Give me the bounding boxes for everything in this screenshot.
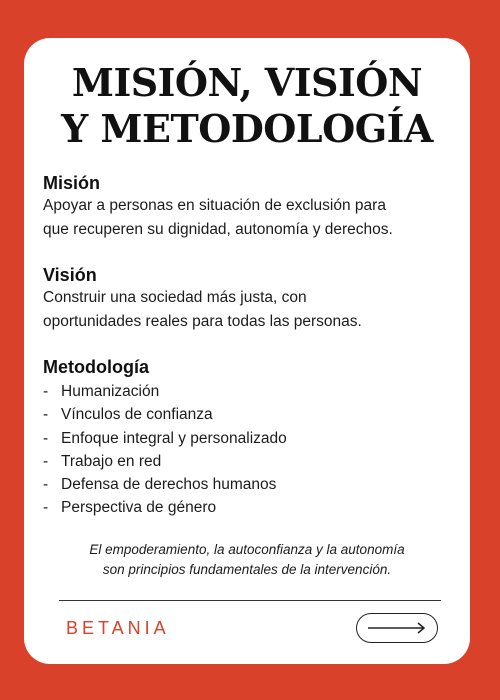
metodologia-heading: Metodología <box>43 357 149 377</box>
list-item-label: Perspectiva de género <box>61 499 217 517</box>
note-line-2: son principios fundamentales de la intervención. <box>102 562 392 577</box>
page-title <box>24 60 470 152</box>
dash-bullet: - <box>43 476 49 494</box>
dash-bullet: - <box>43 499 49 517</box>
next-button[interactable] <box>356 613 438 643</box>
title-line-2: Y METODOLOGÍA <box>61 106 433 151</box>
list-item <box>43 473 453 496</box>
mision-text-line-1: Apoyar a personas en situación de exclusión para <box>43 197 386 214</box>
vision-text-line-2: oportunidades reales para todas las personas. <box>43 313 362 330</box>
closing-note <box>24 540 470 580</box>
dash-bullet: - <box>43 406 49 424</box>
content <box>43 172 453 542</box>
note-line-1: El empoderamiento, la autoconfianza y la autonomía <box>89 542 405 557</box>
list-item <box>43 403 453 426</box>
vision-section <box>43 264 453 334</box>
brand-logo: BETANIA <box>66 618 170 638</box>
metodologia-list <box>43 380 453 520</box>
list-item-label: Enfoque integral y personalizado <box>61 429 287 447</box>
vision-heading: Visión <box>43 265 97 285</box>
list-item <box>43 427 453 450</box>
info-card <box>24 38 470 664</box>
dash-bullet: - <box>43 429 49 447</box>
arrow-right-icon <box>367 622 427 634</box>
list-item-label: Humanización <box>61 383 160 400</box>
metodologia-section <box>43 356 453 520</box>
list-item <box>43 380 453 403</box>
dash-bullet: - <box>43 452 49 470</box>
dash-bullet: - <box>43 383 49 400</box>
list-item <box>43 450 453 473</box>
list-item <box>43 496 453 519</box>
list-item-label: Trabajo en red <box>61 452 162 470</box>
vision-text-line-1: Construir una sociedad más justa, con <box>43 289 307 306</box>
mision-section <box>43 172 453 242</box>
list-item-label: Defensa de derechos humanos <box>61 476 277 494</box>
title-line-1: MISIÓN, VISIÓN <box>71 60 423 105</box>
mision-text-line-2: que recuperen su dignidad, autonomía y derechos. <box>43 221 393 238</box>
list-item-label: Vínculos de confianza <box>61 406 213 424</box>
mision-heading: Misión <box>43 173 100 193</box>
divider <box>59 600 441 601</box>
